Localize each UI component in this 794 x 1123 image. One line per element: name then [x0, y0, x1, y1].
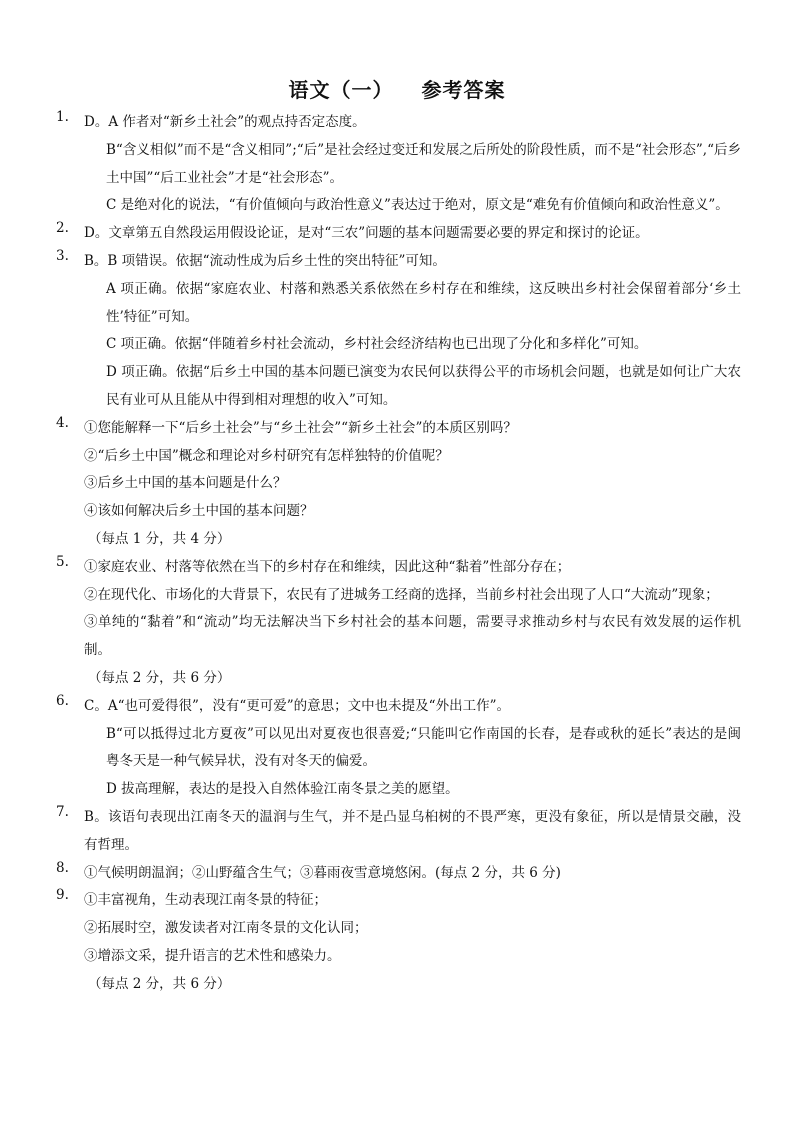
question-number: 1. — [56, 109, 69, 125]
answer-line: B“含义相似”而不是“含义相同”;“后”是社会经过变迁和发展之后所处的阶段性质，而不是“社会形态”,“后乡土中国”“后工业社会”才是“社会形态”。 — [106, 141, 741, 186]
answer-item-7 — [56, 804, 741, 860]
question-number: 2. — [56, 220, 69, 237]
answer-line: C 项正确。依据“伴随着乡村社会流动，乡村社会经济结构也已出现了分化和多样化”可知。 — [106, 336, 648, 353]
answer-item-6 — [56, 693, 741, 804]
answer-line: ①您能解释一下“后乡土社会”与“乡土社会”“新乡土社会”的本质区别吗？ — [84, 419, 517, 436]
question-number: 5. — [56, 553, 69, 570]
question-number: 4. — [56, 414, 69, 431]
question-number: 6. — [56, 692, 69, 709]
answer-line: ③单纯的“黏着”和“流动”均无法解决当下乡村社会的基本问题，需要寻求推动乡村与农民有效发展的运作机制。 — [84, 614, 741, 659]
answer-item-9 — [56, 887, 741, 998]
answer-line: C。A“也可爱得很”，没有“更可爱”的意思；文中也未提及“外出工作”。 — [84, 697, 510, 714]
score-note: （每点 2 分，共 6 分） — [88, 975, 231, 992]
answer-line: ①丰富视角，生动表现江南冬景的特征； — [84, 892, 327, 909]
answer-line: B。B 项错误。依据“流动性成为后乡土性的突出特征”可知。 — [84, 252, 446, 269]
answer-line: A 项正确。依据“家庭农业、村落和熟悉关系依然在乡村存在和维续，这反映出乡村社会保留着部分‘乡土性’特征”可知。 — [106, 280, 741, 325]
answer-line: D 项正确。依据“后乡土中国的基本问题已演变为农民何以获得公平的市场机会问题，也就是如何让广大农民有业可从且能从中得到相对理想的收入”可知。 — [106, 364, 741, 408]
answer-line: D。A 作者对“新乡土社会”的观点持否定态度。 — [84, 114, 366, 130]
score-note: （每点 2 分，共 6 分） — [88, 669, 231, 686]
question-number: 7. — [56, 803, 69, 820]
answer-line: ②“后乡土中国”概念和理论对乡村研究有怎样独特的价值呢？ — [84, 447, 449, 464]
answer-line: ③增添文采，提升语言的艺术性和感染力。 — [84, 947, 341, 964]
page-title — [0, 74, 794, 103]
score-note: （每点 1 分，共 4 分） — [88, 530, 231, 547]
question-number: 3. — [56, 247, 69, 264]
answer-item-4 — [56, 415, 741, 554]
answer-item-2 — [56, 220, 741, 248]
answer-line: ③后乡土中国的基本问题是什么？ — [84, 475, 287, 492]
answer-line: D 拔高理解，表达的是投入自然体验江南冬景之美的愿望。 — [106, 781, 459, 798]
answer-line: ②在现代化、市场化的大背景下，农民有了进城务工经商的选择，当前乡村社会出现了人口“大流动”现象； — [84, 586, 719, 603]
answer-line: ①家庭农业、村落等依然在当下的乡村存在和维续，因此这种“黏着”性部分存在； — [84, 558, 571, 575]
answer-line: ②拓展时空，激发读者对江南冬景的文化认同； — [84, 920, 368, 937]
answer-line: ④该如何解决后乡土中国的基本问题？ — [84, 503, 314, 520]
answer-item-5 — [56, 554, 741, 693]
answer-list — [56, 109, 741, 999]
answer-line: ①气候明朗温润；②山野蕴含生气；③暮雨夜雪意境悠闲。(每点 2 分，共 6 分) — [84, 864, 561, 881]
answer-item-1 — [56, 109, 741, 220]
answer-item-8 — [56, 860, 741, 888]
page-title-subject: 语文（一） — [288, 78, 394, 102]
answer-line: B“可以抵得过北方夏夜”可以见出对夏夜也很喜爱;“只能叫它作南国的长春，是春或秋的延长”表达的是闽粤冬天是一种气候异状，没有对冬天的偏爱。 — [106, 725, 741, 770]
question-number: 8. — [56, 859, 69, 876]
answer-line: C 是绝对化的说法，“有价值倾向与政治性意义”表达过于绝对，原文是“难免有价值倾向和政治性意义”。 — [106, 197, 729, 214]
question-number: 9. — [56, 887, 69, 904]
page-title-answer-key: 参考答案 — [421, 78, 506, 102]
answer-item-3 — [56, 248, 741, 415]
answer-line: B。该语句表现出江南冬天的温润与生气，并不是凸显乌桕树的不畏严寒，更没有象征，所以是情景交融，没有哲理。 — [84, 808, 741, 853]
answer-line: D。文章第五自然段运用假设论证，是对“三农”问题的基本问题需要必要的界定和探讨的论证。 — [84, 225, 649, 242]
